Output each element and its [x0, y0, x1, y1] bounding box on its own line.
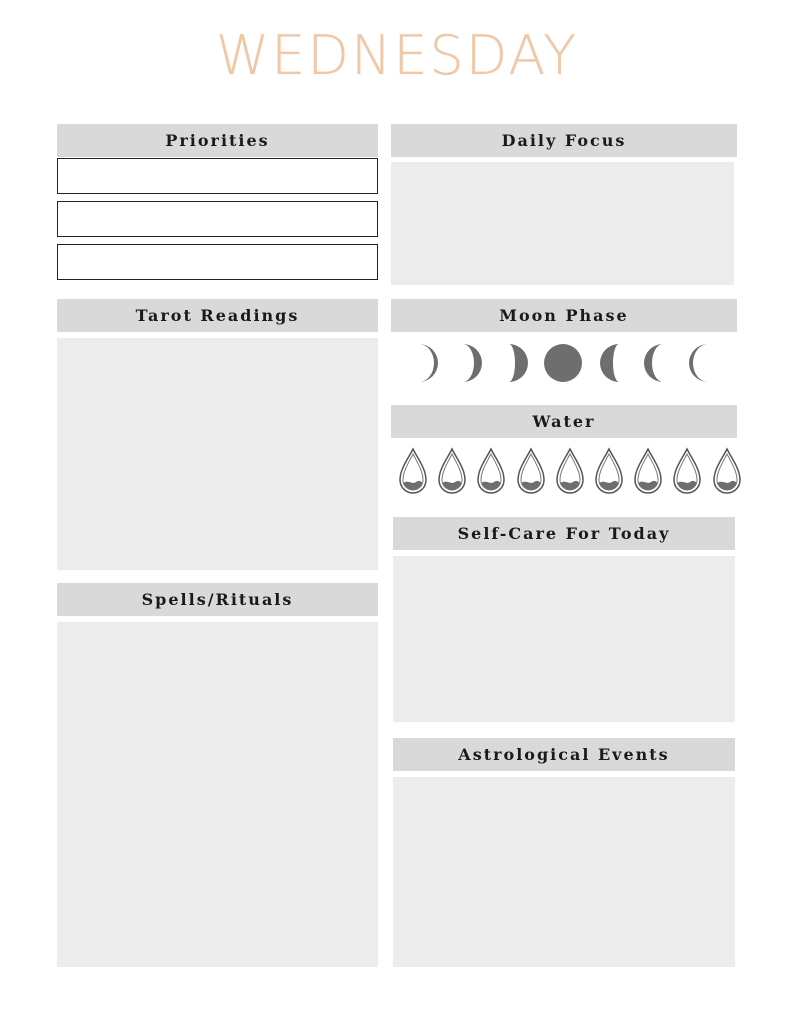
priority-field-1[interactable] — [57, 158, 378, 194]
spells-rituals-header: Spells/Rituals — [57, 583, 378, 616]
moon-phase-row — [391, 340, 737, 386]
waning-crescent-icon — [401, 342, 441, 384]
water-drop-icon[interactable] — [397, 447, 429, 497]
crescent-icon — [686, 342, 726, 384]
astrological-events-area[interactable] — [393, 777, 735, 967]
gibbous-icon — [493, 342, 533, 384]
waning-crescent-icon — [446, 342, 486, 384]
gibbous-icon — [595, 342, 635, 384]
water-drop-icon[interactable] — [554, 447, 586, 497]
page-title: WEDNESDAY — [215, 24, 579, 87]
water-drop-icon[interactable] — [475, 447, 507, 497]
self-care-header: Self-Care For Today — [393, 517, 735, 550]
daily-focus-area[interactable] — [391, 162, 734, 285]
priority-field-3[interactable] — [57, 244, 378, 280]
water-header: Water — [391, 405, 737, 438]
full-moon-icon — [542, 342, 584, 384]
astrological-events-header: Astrological Events — [393, 738, 735, 771]
spells-rituals-area[interactable] — [57, 622, 378, 967]
daily-focus-header: Daily Focus — [391, 124, 737, 157]
water-drop-icon[interactable] — [436, 447, 468, 497]
water-drop-icon[interactable] — [671, 447, 703, 497]
priority-field-2[interactable] — [57, 201, 378, 237]
moon-phase-header: Moon Phase — [391, 299, 737, 332]
crescent-icon — [640, 342, 680, 384]
priorities-header: Priorities — [57, 124, 378, 157]
tarot-readings-header: Tarot Readings — [57, 299, 378, 332]
water-drop-icon[interactable] — [593, 447, 625, 497]
tarot-readings-area[interactable] — [57, 338, 378, 570]
water-drop-icon[interactable] — [515, 447, 547, 497]
self-care-area[interactable] — [393, 556, 735, 722]
water-tracker — [391, 446, 737, 498]
water-drop-icon[interactable] — [632, 447, 664, 497]
water-drop-icon[interactable] — [711, 447, 743, 497]
